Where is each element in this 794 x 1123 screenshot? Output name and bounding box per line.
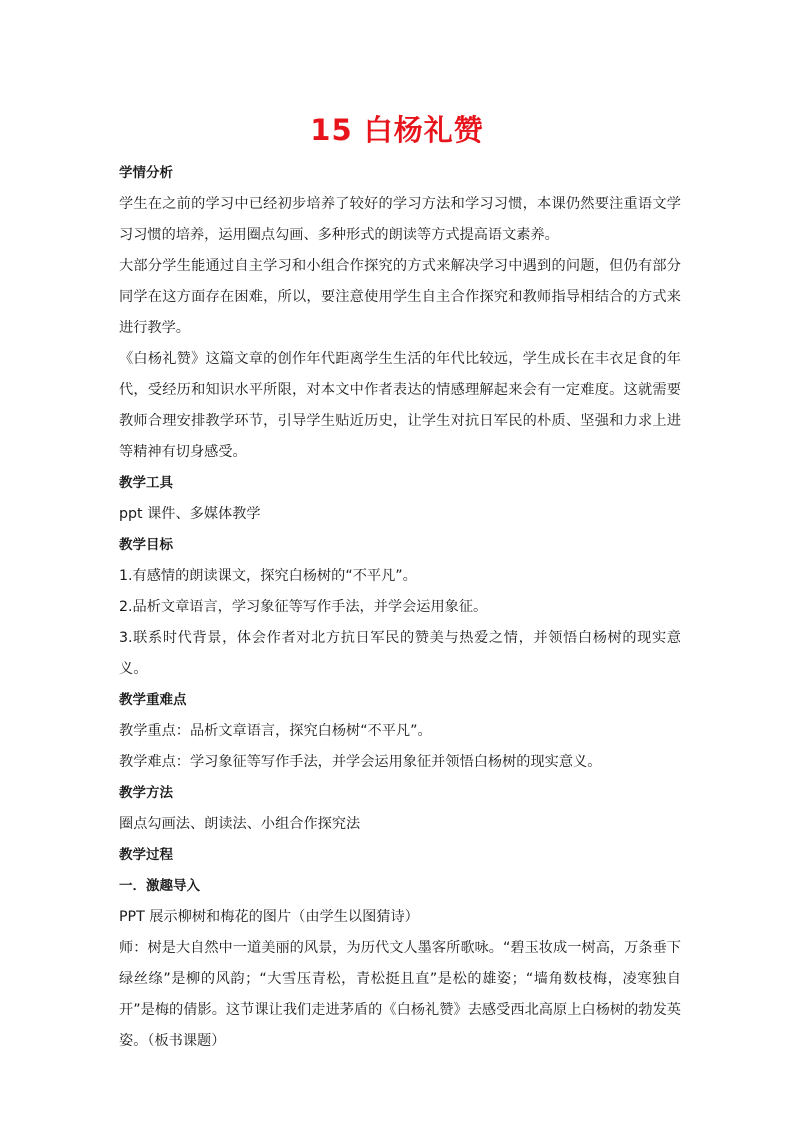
- goal-item-3: 3.联系时代背景，体会作者对北方抗日军民的赞美与热爱之情，并领悟白杨树的现实意义。: [119, 630, 681, 677]
- section-heading-analysis: 学情分析: [119, 165, 173, 181]
- document-body: [119, 158, 681, 1057]
- difficult-point-text: 教学难点：学习象征等写作手法，并学会运用象征并领悟白杨树的现实意义。: [119, 754, 602, 770]
- section-heading-tools: 教学工具: [119, 475, 173, 491]
- process-step-heading: 一．激趣导入: [119, 878, 200, 894]
- goal-item-2: 2.品析文章语言，学习象征等写作手法，并学会运用象征。: [119, 599, 488, 615]
- process-step-line-2: 师：树是大自然中一道美丽的风景，为历代文人墨客所歌咏。“碧玉妆成一树高，万条垂下绿丝绦”是柳的风韵；“大雪压青松，青松挺且直”是松的雄姿；“墙角数枝梅，凌寒独自开”是梅的倩影。这节课让我们走进茅盾的《白杨礼赞》去感受西北高原上白杨树的勃发英姿。（板书课题）: [119, 940, 681, 1049]
- analysis-paragraph-3: 《白杨礼赞》这篇文章的创作年代距离学生生活的年代比较远，学生成长在丰衣足食的年代，受经历和知识水平所限，对本文中作者表达的情感理解起来会有一定难度。这就需要教师合理安排教学环节，引导学生贴近历史，让学生对抗日军民的朴质、坚强和力求上进等精神有切身感受。: [119, 351, 681, 460]
- section-heading-key-points: 教学重难点: [119, 692, 187, 708]
- analysis-paragraph-1: 学生在之前的学习中已经初步培养了较好的学习方法和学习习惯，本课仍然要注重语文学习习惯的培养，运用圈点勾画、多种形式的朗读等方式提高语文素养。: [119, 196, 681, 243]
- goal-item-1: 1.有感情的朗读课文，探究白杨树的“不平凡”。: [119, 568, 417, 584]
- key-point-text: 教学重点：品析文章语言，探究白杨树“不平凡”。: [119, 723, 432, 739]
- analysis-paragraph-2: 大部分学生能通过自主学习和小组合作探究的方式来解决学习中遇到的问题，但仍有部分同学在这方面存在困难，所以，要注意使用学生自主合作探究和教师指导相结合的方式来进行教学。: [119, 258, 681, 336]
- section-heading-process: 教学过程: [119, 847, 173, 863]
- section-heading-goals: 教学目标: [119, 537, 173, 553]
- section-heading-methods: 教学方法: [119, 785, 173, 801]
- tools-text: ppt 课件、多媒体教学: [119, 506, 261, 522]
- methods-text: 圈点勾画法、朗读法、小组合作探究法: [119, 816, 361, 832]
- page-title: 15 白杨礼赞: [310, 113, 484, 147]
- process-step-line-1: PPT 展示柳树和梅花的图片（由学生以图猜诗）: [119, 909, 419, 925]
